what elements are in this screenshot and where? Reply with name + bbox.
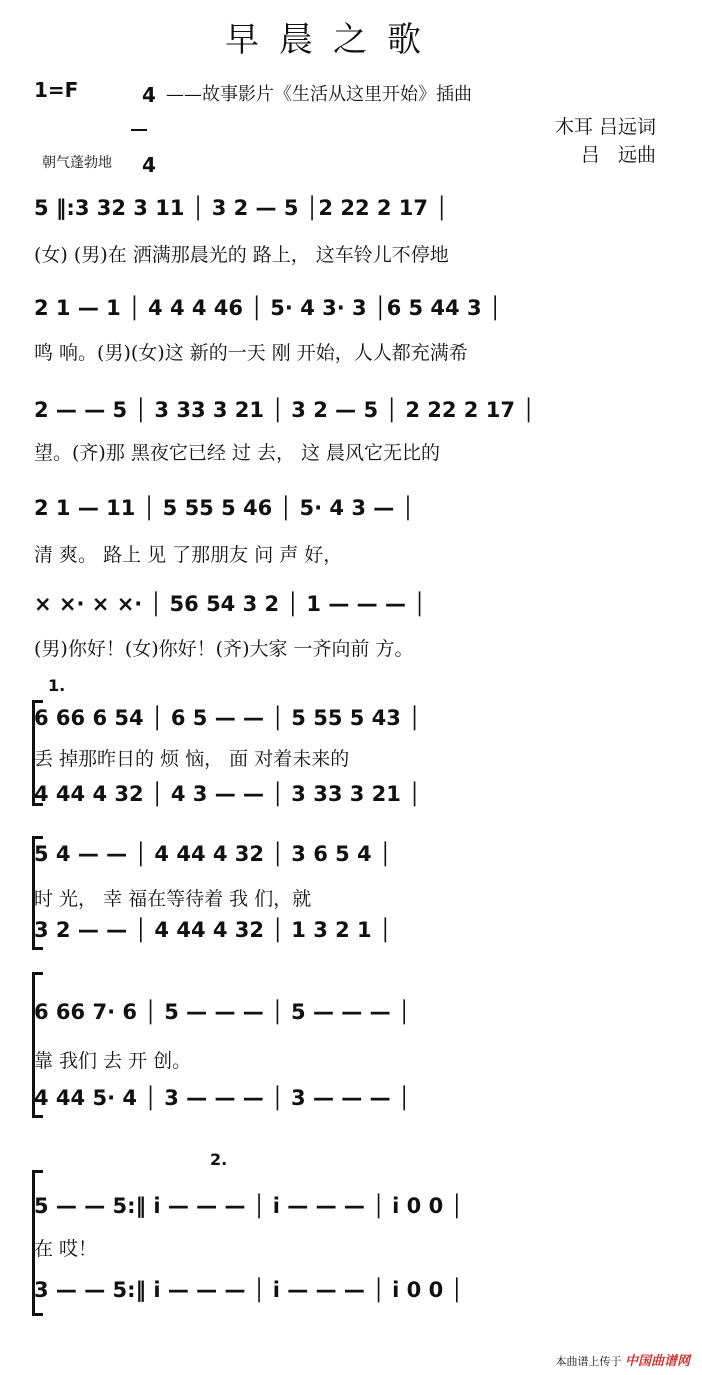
lyrics-row: 在 哎！ [34,1238,98,1260]
time-signature [128,62,156,177]
system-bracket [32,972,43,1118]
key-signature: 1=F [34,78,79,102]
notation-row: 4 44 4 32 │ 4 3 — — │ 3 33 3 21 │ [34,782,421,806]
notation-row: × ×· × ×· │ 56 54 3 2 │ 1 — — — │ [34,592,426,616]
footer [555,1350,690,1369]
notation-row: 6 66 6 54 │ 6 5 — — │ 5 55 5 43 │ [34,706,421,730]
notation-row: 3 — — 5:‖ i — — — │ i — — — │ i 0 0 │ [34,1278,464,1302]
lyrics-row: 丢 掉那昨日的 烦 恼， 面 对着未来的 [34,748,350,770]
notation-row: 5 — — 5:‖ i — — — │ i — — — │ i 0 0 │ [34,1194,464,1218]
lyrics-row: 时 光， 幸 福在等待着 我 们，就 [34,888,312,910]
footer-text: 本曲谱上传于 [555,1355,622,1368]
lyrics-row: (男)你好！(女)你好！(齐)大家 一齐向前 方。 [34,638,414,660]
notation-row: 2 1 — 1 │ 4 4 4 46 │ 5· 4 3· 3 │6 5 44 3 │ [34,296,502,320]
composer-credit: 吕 远曲 [580,144,656,166]
notation-row: 4 44 5· 4 │ 3 — — — │ 3 — — — │ [34,1086,411,1110]
notation-row: 5 4 — — │ 4 44 4 32 │ 3 6 5 4 │ [34,842,392,866]
notation-row: 6 66 7· 6 │ 5 — — — │ 5 — — — │ [34,1000,411,1024]
system-bracket [32,836,43,950]
lyricist-credit: 木耳 吕远词 [554,116,656,138]
time-numerator: 4 [141,83,156,107]
lyrics-row: (女) (男)在 洒满那晨光的 路上， 这车铃儿不停地 [34,244,449,266]
notation-row: 2 — — 5 │ 3 33 3 21 │ 3 2 — 5 │ 2 22 2 17 │ [34,398,535,422]
lyrics-row: 清 爽。 路上 见 了那朋友 问 声 好， [34,544,343,566]
volta-1: 1. [48,676,66,695]
footer-brand: 中国曲谱网 [624,1354,690,1369]
lyrics-row: 鸣 响。(男)(女)这 新的一天 刚 开始，人人都充满希 [34,342,468,364]
lyrics-row: 望。(齐)那 黑夜它已经 过 去， 这 晨风它无比的 [34,442,441,464]
time-bar [131,129,147,131]
song-title: 早晨之歌 [225,20,441,60]
lyrics-row: 靠 我们 去 开 创。 [34,1050,192,1072]
notation-row: 3 2 — — │ 4 44 4 32 │ 1 3 2 1 │ [34,918,392,942]
notation-row: 2 1 — 11 │ 5 55 5 46 │ 5· 4 3 — │ [34,496,415,520]
system-bracket [32,700,43,806]
subtitle: ——故事影片《生活从这里开始》插曲 [166,84,472,105]
system-bracket [32,1170,43,1316]
notation-row: 5 ‖:3 32 3 11 │ 3 2 — 5 │2 22 2 17 │ [34,196,448,220]
volta-2: 2. [210,1150,228,1169]
tempo-marking: 朝气蓬勃地 [42,155,112,171]
time-denominator: 4 [141,153,156,177]
